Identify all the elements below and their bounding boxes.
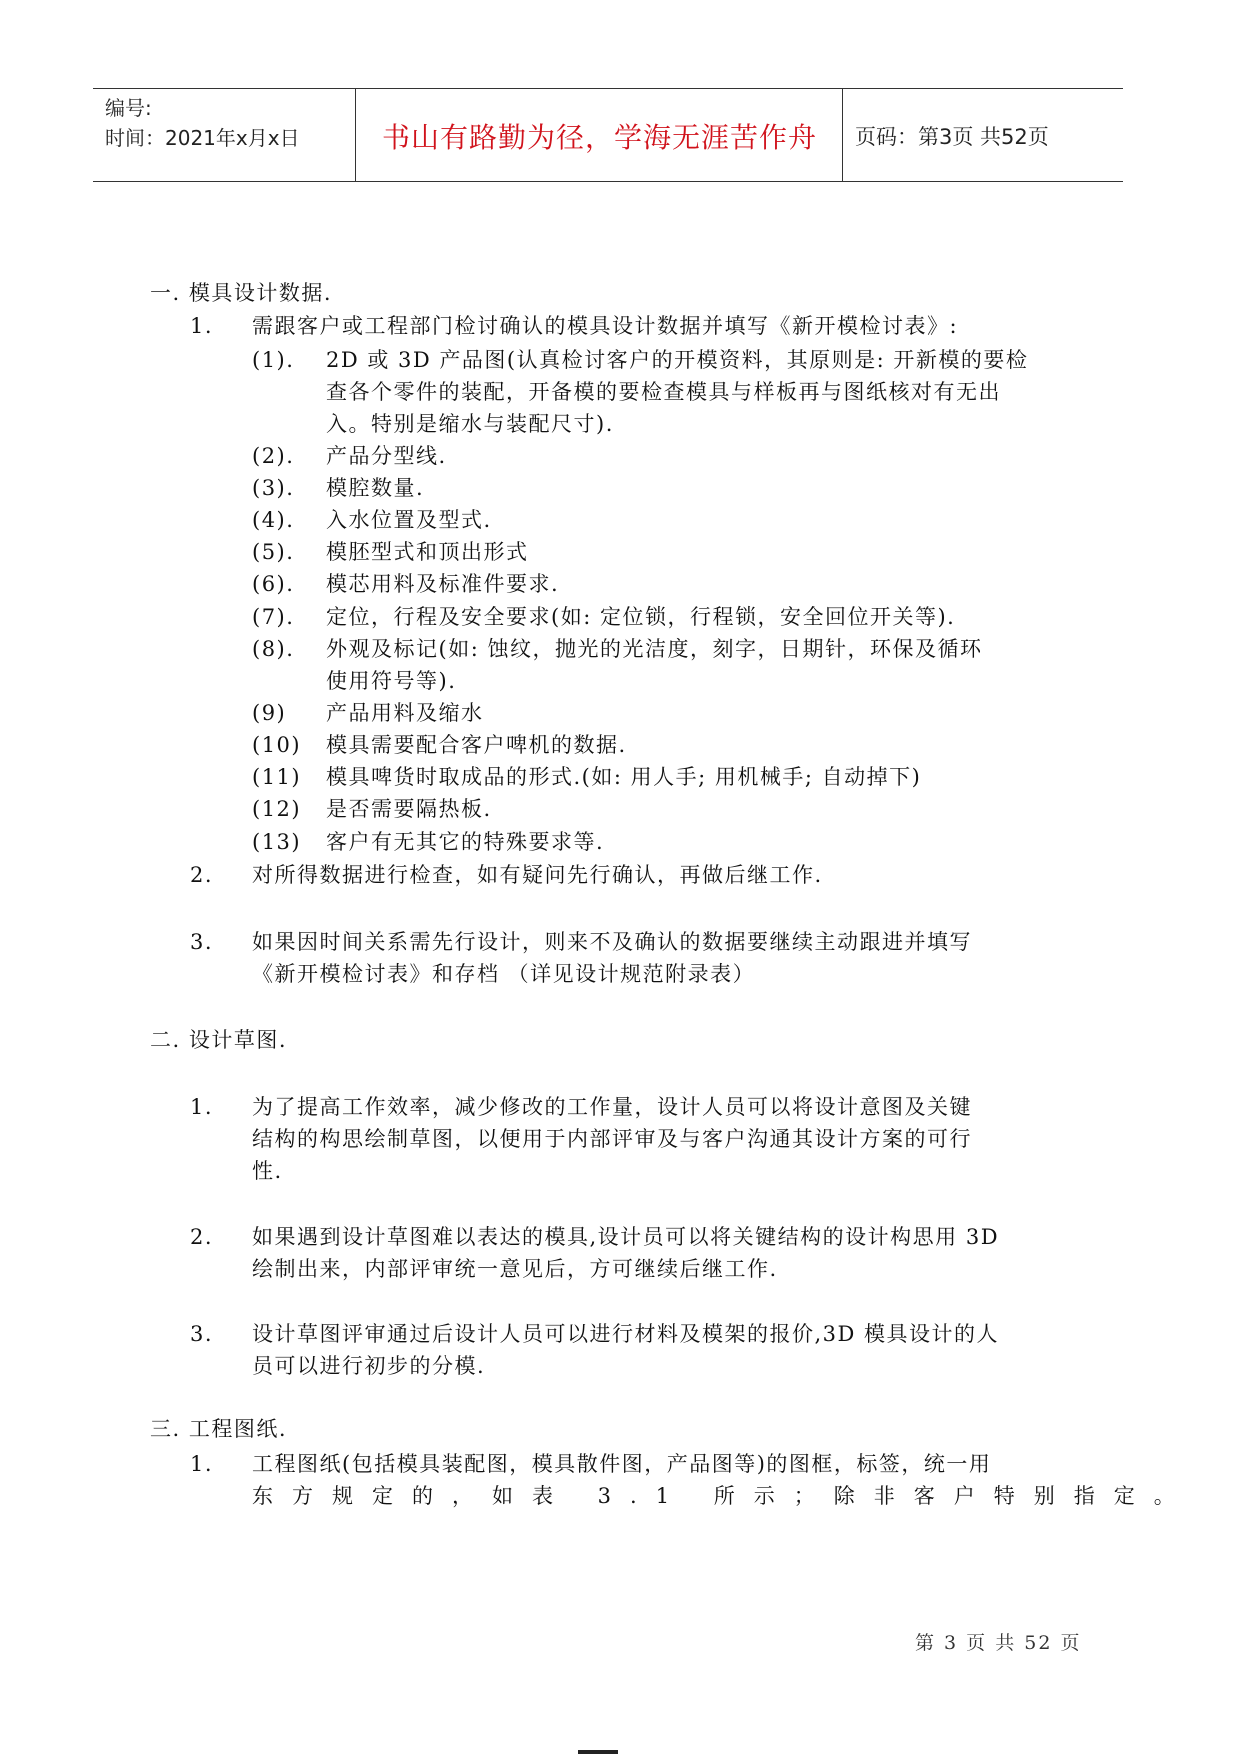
subitem-number: (3).	[252, 476, 295, 500]
item-text: 需跟客户或工程部门检讨确认的模具设计数据并填写《新开模检讨表》:	[252, 314, 959, 338]
item-text: 绘制出来，内部评审统一意见后，方可继续后继工作.	[252, 1257, 778, 1281]
item-text: 《新开模检讨表》和存档 （详见设计规范附录表）	[252, 962, 756, 986]
item-text: 为了提高工作效率，减少修改的工作量，设计人员可以将设计意图及关键	[252, 1095, 972, 1119]
item-text: 工程图纸(包括模具装配图，模具散件图，产品图等)的图框，标签，统一用	[252, 1452, 992, 1476]
section-title: 一. 模具设计数据.	[150, 281, 333, 305]
time-label: 时间：2021年x月x日	[105, 126, 300, 150]
item-text: 东方规定的，如表 3.1 所示；除非客户特别指定。	[252, 1484, 1194, 1508]
header-motto: 书山有路勤为径，学海无涯苦作舟	[381, 121, 817, 154]
item-number: 1.	[190, 314, 214, 338]
subitem-text: 客户有无其它的特殊要求等.	[326, 830, 605, 854]
subitem-number: (2).	[252, 444, 295, 468]
subitem-text: 使用符号等).	[326, 669, 457, 693]
subitem-number: (5).	[252, 540, 295, 564]
subitem-text: 模具啤货时取成品的形式.(如: 用人手; 用机械手; 自动掉下)	[326, 765, 922, 789]
subitem-number: (7).	[252, 605, 295, 629]
item-text: 如果遇到设计草图难以表达的模具,设计员可以将关键结构的设计构思用 3D	[252, 1225, 1000, 1249]
subitem-number: (6).	[252, 572, 295, 596]
item-text: 设计草图评审通过后设计人员可以进行材料及模架的报价,3D 模具设计的人	[252, 1322, 1000, 1346]
item-text: 结构的构思绘制草图，以便用于内部评审及与客户沟通其设计方案的可行	[252, 1127, 972, 1151]
subitem-text: 模腔数量.	[326, 476, 425, 500]
subitem-text: 是否需要隔热板.	[326, 797, 492, 821]
section-title: 二. 设计草图.	[150, 1028, 288, 1052]
subitem-text: 产品用料及缩水	[326, 701, 484, 725]
item-number: 2.	[190, 1225, 214, 1249]
subitem-number: (4).	[252, 508, 295, 532]
subitem-number: (8).	[252, 637, 295, 661]
subitem-text: 产品分型线.	[326, 444, 447, 468]
header-page-number: 页码：第3页 共52页	[855, 125, 1049, 149]
subitem-text: 定位，行程及安全要求(如: 定位锁，行程锁，安全回位开关等).	[326, 605, 956, 629]
subitem-text: 外观及标记(如: 蚀纹，抛光的光洁度，刻字，日期针，环保及循环	[326, 637, 983, 661]
subitem-number: (13)	[252, 830, 302, 854]
item-number: 3.	[190, 1322, 214, 1346]
subitem-number: (9)	[252, 701, 287, 725]
subitem-number: (10)	[252, 733, 302, 757]
subitem-text: 查各个零件的装配，开备模的要检查模具与样板再与图纸核对有无出	[326, 380, 1001, 404]
subitem-number: (1).	[252, 348, 295, 372]
section-title: 三. 工程图纸.	[150, 1417, 288, 1441]
subitem-text: 入。特别是缩水与装配尺寸).	[326, 412, 614, 436]
cut-off-mark	[578, 1742, 618, 1754]
item-text: 员可以进行初步的分模.	[252, 1354, 486, 1378]
subitem-number: (11)	[252, 765, 302, 789]
subitem-text: 模芯用料及标准件要求.	[326, 572, 560, 596]
item-number: 1.	[190, 1095, 214, 1119]
item-text: 对所得数据进行检查，如有疑问先行确认，再做后继工作.	[252, 863, 823, 887]
item-number: 3.	[190, 930, 214, 954]
number-label: 编号:	[105, 96, 152, 120]
page-footer: 第 3 页 共 52 页	[915, 1632, 1082, 1654]
item-number: 2.	[190, 863, 214, 887]
item-text: 性.	[252, 1159, 283, 1183]
item-text: 如果因时间关系需先行设计，则来不及确认的数据要继续主动跟进并填写	[252, 930, 972, 954]
item-number: 1.	[190, 1452, 214, 1476]
subitem-text: 模胚型式和顶出形式	[326, 540, 529, 564]
subitem-text: 2D 或 3D 产品图(认真检讨客户的开模资料，其原则是: 开新模的要检	[326, 348, 1029, 372]
subitem-text: 入水位置及型式.	[326, 508, 492, 532]
subitem-number: (12)	[252, 797, 302, 821]
subitem-text: 模具需要配合客户啤机的数据.	[326, 733, 627, 757]
